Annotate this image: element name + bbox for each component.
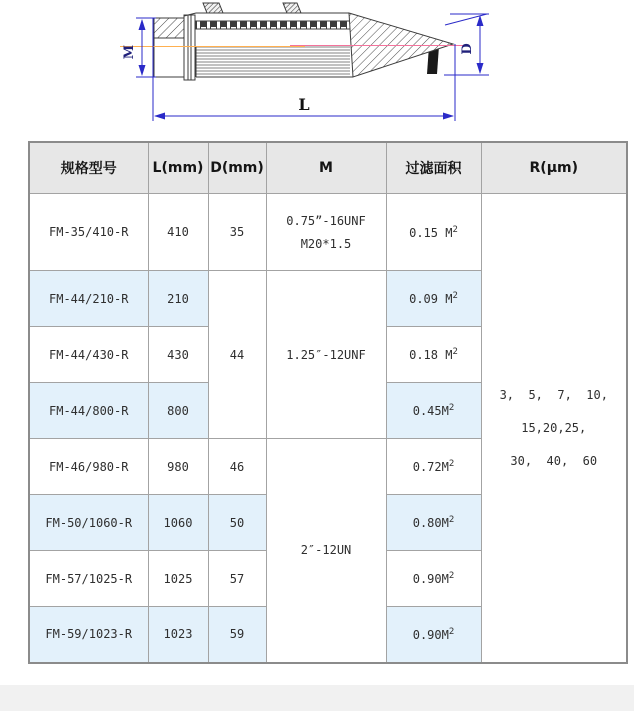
thread-cell: 2″-12UN [266,439,386,663]
filter-area-cell [386,271,481,327]
filter-area-cell [386,607,481,663]
filter-area-superscript: 2 [448,515,455,525]
model-cell: FM-57/1025-R [29,551,148,607]
filter-area-value: 0.90M [412,627,449,642]
model-cell: FM-44/210-R [29,271,148,327]
dim-l-label: L [298,95,310,114]
filter-area-superscript: 2 [448,403,455,413]
filter-area-superscript: 2 [452,291,458,301]
header-row [29,142,627,194]
header-micron-rating: R(μm) [481,142,627,194]
page-footer-strip [0,685,634,711]
filter-area-value: 0.72M [412,460,449,474]
filter-area-superscript: 2 [452,347,458,357]
filter-area-cell [386,327,481,383]
filter-area-cell [386,383,481,439]
filter-area-cell [386,551,481,607]
thread-spec-line1: 0.75”-16UNF [286,213,366,228]
model-cell: FM-44/800-R [29,383,148,439]
diameter-cell: 44 [208,271,266,439]
perforated-band [196,21,356,29]
diameter-cell: 57 [208,551,266,607]
weld-patch-right [283,3,301,13]
filter-area-value: 0.45M [412,404,449,418]
model-cell: FM-44/430-R [29,327,148,383]
model-cell: FM-50/1060-R [29,495,148,551]
model-cell: FM-46/980-R [29,439,148,495]
filter-area-superscript: 2 [448,626,455,637]
micron-line-3: 30, 40, 60 [510,453,598,468]
length-cell: 1060 [148,495,208,551]
micron-rating-cell [481,194,627,663]
filter-body-group [154,3,453,80]
filter-area-cell [386,495,481,551]
micron-line-1: 3, 5, 7, 10, [499,387,608,402]
filter-area-superscript: 2 [448,459,455,469]
thread-cell: 1.25″-12UNF [266,271,386,439]
length-cell: 1025 [148,551,208,607]
table-row [29,194,627,271]
length-cell: 210 [148,271,208,327]
weld-patch-left [203,3,223,13]
diameter-cell: 46 [208,439,266,495]
header-filter-area: 过滤面积 [386,142,481,194]
length-cell: 980 [148,439,208,495]
model-cell: FM-59/1023-R [29,607,148,663]
pleat-lines [196,47,350,74]
filter-area-cell [386,194,481,271]
drawing-canvas [0,0,634,140]
filter-technical-drawing [0,0,634,140]
filter-area-superscript: 2 [452,224,458,235]
fitting-hatched-section [154,18,184,38]
filter-area-value: 0.09 M [409,292,453,306]
thread-spec-line2: M20*1.5 [300,236,352,251]
micron-line-2: 15,20,25, [521,420,587,435]
header-diameter: D(mm) [208,142,266,194]
dim-m-label: M [122,44,137,60]
filter-area-value: 0.80M [412,516,449,530]
collar [184,15,195,80]
model-cell: FM-35/410-R [29,194,148,271]
filter-area-value: 0.18 M [409,348,453,362]
header-length: L(mm) [148,142,208,194]
diameter-cell: 59 [208,607,266,663]
header-model: 规格型号 [29,142,148,194]
thread-cell [266,194,386,271]
filter-area-value: 0.90M [412,572,449,586]
length-cell: 430 [148,327,208,383]
diameter-cell: 50 [208,495,266,551]
dim-d-label: D [460,43,475,55]
diameter-cell: 35 [208,194,266,271]
length-cell: 800 [148,383,208,439]
header-thread: M [266,142,386,194]
filter-area-cell [386,439,481,495]
length-cell: 1023 [148,607,208,663]
length-cell: 410 [148,194,208,271]
spec-table [28,141,628,664]
filter-area-value: 0.15 M [409,225,453,240]
filter-area-superscript: 2 [448,571,455,581]
